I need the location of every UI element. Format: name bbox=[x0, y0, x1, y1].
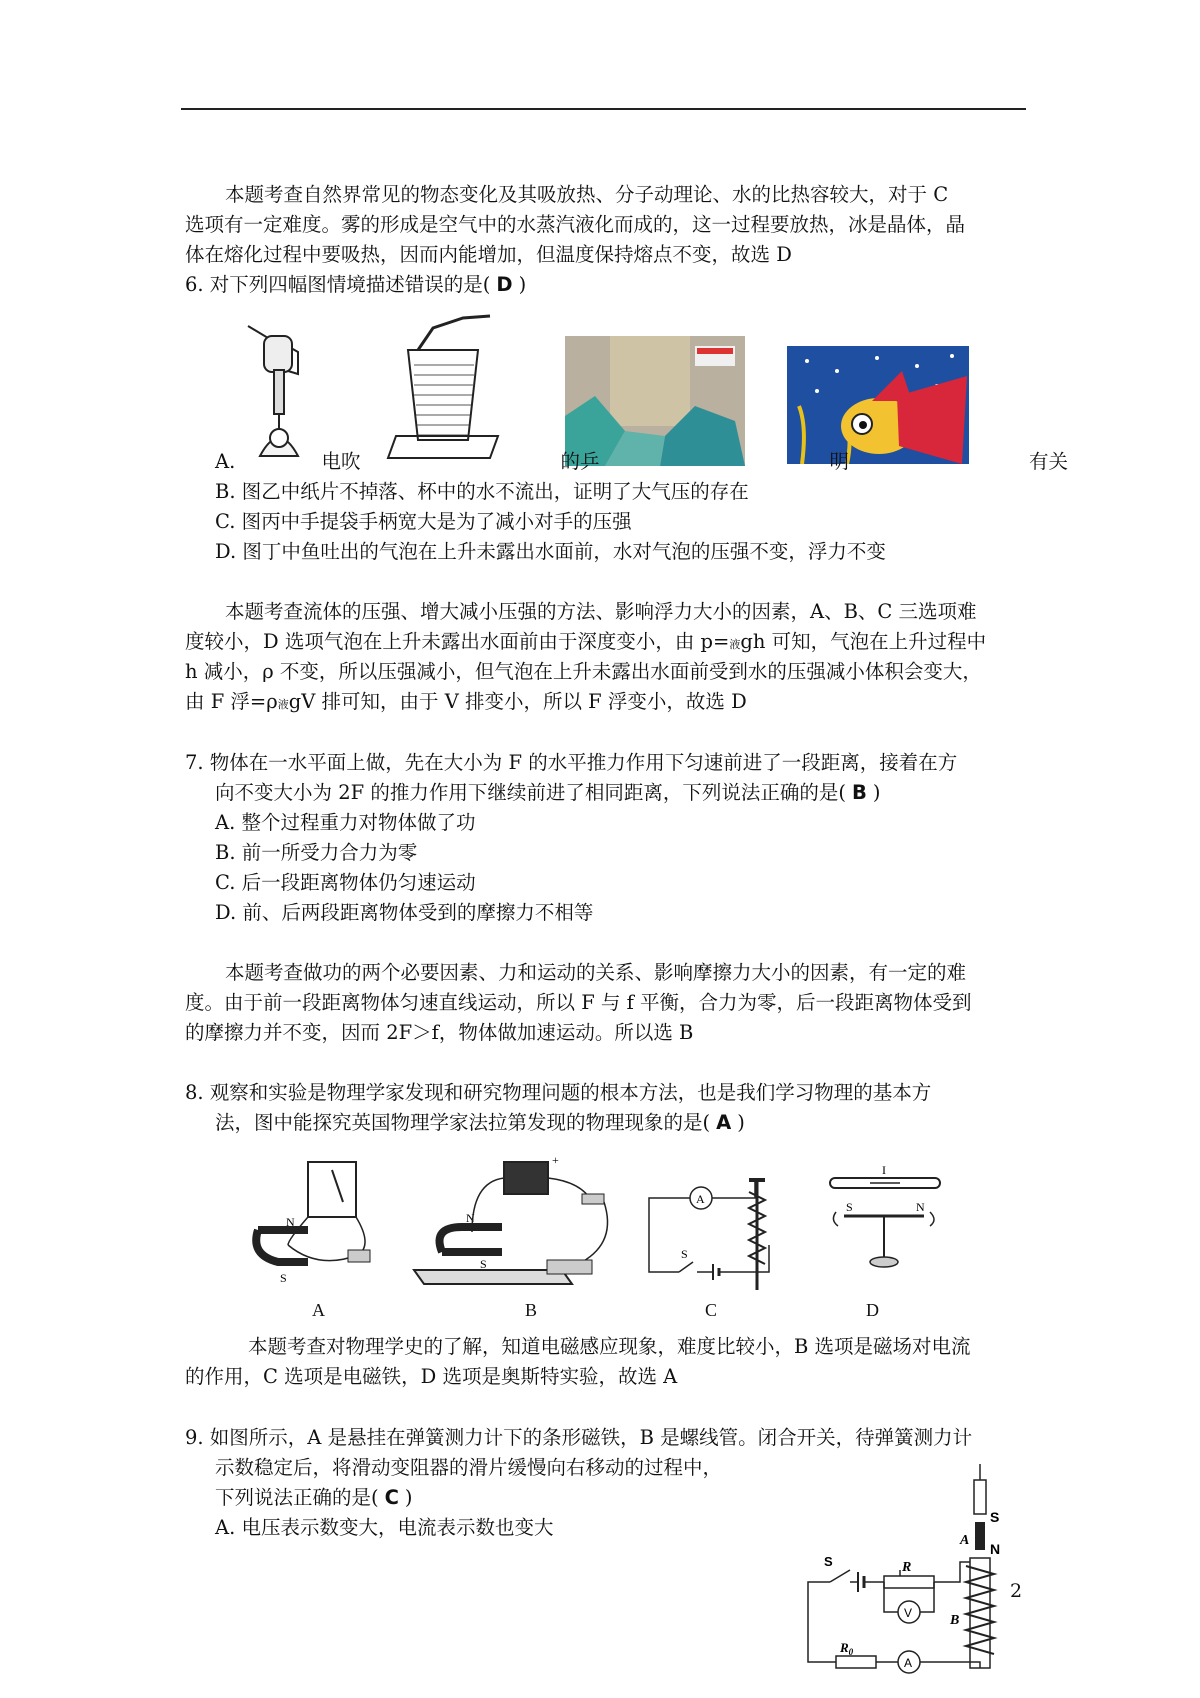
explanation-6-subscript: 液 bbox=[729, 638, 741, 651]
switch-label: S bbox=[824, 1554, 833, 1569]
explanation-8-line-2: 的作用，C 选项是电磁铁，D 选项是奥斯特实验，故选 A bbox=[185, 1365, 678, 1388]
figure-label-a: A bbox=[312, 1300, 325, 1320]
question-7-stem-1: 7. 物体在一水平面上做，先在大小为 F 的水平推力作用下匀速前进了一段距离，接着在方 bbox=[185, 751, 958, 774]
fig-b-plus-label: + bbox=[552, 1153, 559, 1167]
water-glass-figure bbox=[378, 310, 508, 460]
fig-b-north-label: N bbox=[466, 1211, 475, 1225]
electromagnet-figure-c bbox=[643, 1170, 783, 1295]
explanation-6-line-2-b: gh 可知，气泡在上升过程中 bbox=[740, 630, 987, 653]
solenoid-circuit-figure bbox=[800, 1462, 1010, 1692]
explanation-6-line-4 bbox=[185, 687, 1028, 720]
question-7-answer: B bbox=[851, 781, 867, 804]
explanation-6-subscript-2: 液 bbox=[277, 698, 289, 711]
option-a-fragment-3: 的乒 bbox=[560, 450, 600, 473]
figure-label-b: B bbox=[525, 1300, 538, 1320]
explanation-6-line-4-a: 由 F 浮=ρ bbox=[185, 690, 278, 713]
explanation-5-line-2: 选项有一定难度。雾的形成是空气中的水蒸汽液化而成的，这一过程要放热，冰是晶体，晶 bbox=[185, 213, 966, 236]
magnet-north-label: N bbox=[990, 1541, 1001, 1557]
fig-d-current-label: I bbox=[882, 1164, 886, 1177]
fig-a-north-label: N bbox=[286, 1215, 295, 1229]
explanation-7-line-3: 的摩擦力并不变，因而 2F＞f，物体做加速运动。所以选 B bbox=[185, 1021, 694, 1044]
option-a-fragment-4: 明 bbox=[829, 450, 850, 473]
question-7-stem-2 bbox=[215, 778, 1028, 808]
ammeter-label: A bbox=[904, 1656, 913, 1670]
motor-experiment-figure-b bbox=[412, 1152, 622, 1292]
fig-c-ammeter-label: A bbox=[696, 1192, 705, 1206]
option-a-fragment-2: 电吹 bbox=[321, 450, 361, 473]
question-6-option-a bbox=[215, 447, 1069, 477]
figure-label-d: D bbox=[866, 1300, 879, 1320]
explanation-6-line-2-a: 度较小，D 选项气泡在上升未露出水面前由于深度变小，由 p= bbox=[185, 630, 730, 653]
question-9-stem-1: 9. 如图所示，A 是悬挂在弹簧测力计下的条形磁铁，B 是螺线管。闭合开关，待弹簧测力计 bbox=[185, 1426, 973, 1449]
voltmeter-label: V bbox=[904, 1606, 913, 1620]
fig-d-north-label: N bbox=[916, 1200, 925, 1214]
page-number: 2 bbox=[1010, 1580, 1023, 1602]
explanation-6-line-1: 本题考查流体的压强、增大减小压强的方法、影响浮力大小的因素，A、B、C 三选项难 bbox=[225, 600, 977, 623]
magnet-south-label: S bbox=[990, 1509, 1000, 1525]
explanation-5-line-3: 体在熔化过程中要吸热，因而内能增加，但温度保持熔点不变，故选 D bbox=[185, 243, 792, 266]
rheostat-label: R bbox=[902, 1560, 912, 1575]
hair-dryer-figure bbox=[238, 318, 328, 458]
question-7-close: ) bbox=[872, 781, 881, 804]
question-7-option-d: D. 前、后两段距离物体受到的摩擦力不相等 bbox=[215, 901, 594, 924]
question-8-stem-2 bbox=[215, 1108, 1028, 1138]
question-6-answer: D bbox=[496, 273, 513, 296]
fig-d-south-label: S bbox=[846, 1200, 853, 1214]
question-9-stem-2: 示数稳定后，将滑动变阻器的滑片缓慢向右移动的过程中， bbox=[215, 1456, 723, 1479]
fig-a-south-label: S bbox=[280, 1271, 287, 1285]
question-9-option-a: A. 电压表示数变大，电流表示数也变大 bbox=[215, 1516, 554, 1539]
explanation-8-line-1: 本题考查对物理学史的了解，知道电磁感应现象，难度比较小，B 选项是磁场对电流 bbox=[248, 1335, 971, 1358]
question-6-option-c: C. 图丙中手提袋手柄宽大是为了减小对手的压强 bbox=[215, 510, 632, 533]
question-7-option-a: A. 整个过程重力对物体做了功 bbox=[215, 811, 476, 834]
question-8-text: 法，图中能探究英国物理学家法拉第发现的物理现象的是( bbox=[215, 1111, 711, 1134]
r0-label: R bbox=[840, 1640, 849, 1655]
question-8-stem-1: 8. 观察和实验是物理学家发现和研究物理问题的根本方法，也是我们学习物理的基本方 bbox=[185, 1081, 932, 1104]
question-7-option-b: B. 前一所受力合力为零 bbox=[215, 841, 418, 864]
magnet-a-label: A bbox=[960, 1533, 970, 1548]
explanation-7-line-1: 本题考查做功的两个必要因素、力和运动的关系、影响摩擦力大小的因素，有一定的难 bbox=[225, 961, 967, 984]
fig-c-switch-label: S bbox=[681, 1247, 688, 1261]
option-a-fragment-1: A. bbox=[215, 450, 242, 473]
explanation-6-line-4-b: gV 排可知，由于 V 排变小，所以 F 浮变小，故选 D bbox=[288, 690, 747, 713]
coil-b-label: B bbox=[950, 1613, 960, 1628]
explanation-7-line-2: 度。由于前一段距离物体匀速直线运动，所以 F 与 f 平衡，合力为零，后一段距离物体受到 bbox=[185, 991, 972, 1014]
option-a-fragment-5: 有关 bbox=[1029, 450, 1069, 473]
question-8-close: ) bbox=[737, 1111, 745, 1134]
question-9-text: 下列说法正确的是( bbox=[215, 1486, 379, 1509]
question-6-option-b: B. 图乙中纸片不掉落、杯中的水不流出，证明了大气压的存在 bbox=[215, 480, 749, 503]
question-9-answer: C bbox=[384, 1486, 399, 1509]
explanation-6-line-3: h 减小，ρ 不变，所以压强减小，但气泡在上升未露出水面前受到水的压强减小体积会变大， bbox=[185, 660, 982, 683]
question-6-close: ) bbox=[518, 273, 527, 296]
explanation-5-line-1: 本题考查自然界常见的物态变化及其吸放热、分子动理论、水的比热容较大，对于 C bbox=[225, 183, 949, 206]
question-9-close: ) bbox=[404, 1486, 413, 1509]
question-7-option-c: C. 后一段距离物体仍匀速运动 bbox=[215, 871, 476, 894]
fig-b-south-label: S bbox=[480, 1257, 487, 1271]
svg-text:R0 bbox=[839, 1640, 854, 1657]
question-6-text: 6. 对下列四幅图情境描述错误的是( bbox=[185, 273, 491, 296]
explanation-6-line-2 bbox=[185, 627, 1028, 660]
induction-experiment-figure-a bbox=[248, 1160, 383, 1285]
oersted-figure-d bbox=[820, 1164, 945, 1274]
question-6-option-d: D. 图丁中鱼吐出的气泡在上升未露出水面前，水对气泡的压强不变，浮力不变 bbox=[215, 540, 886, 563]
figure-label-c: C bbox=[705, 1300, 718, 1320]
question-6-stem bbox=[185, 270, 1028, 300]
r0-subscript: 0 bbox=[848, 1647, 854, 1657]
question-8-answer: A bbox=[716, 1111, 732, 1134]
header-rule bbox=[181, 108, 1026, 110]
question-7-text: 向不变大小为 2F 的推力作用下继续前进了相同距离，下列说法正确的是( bbox=[215, 781, 846, 804]
